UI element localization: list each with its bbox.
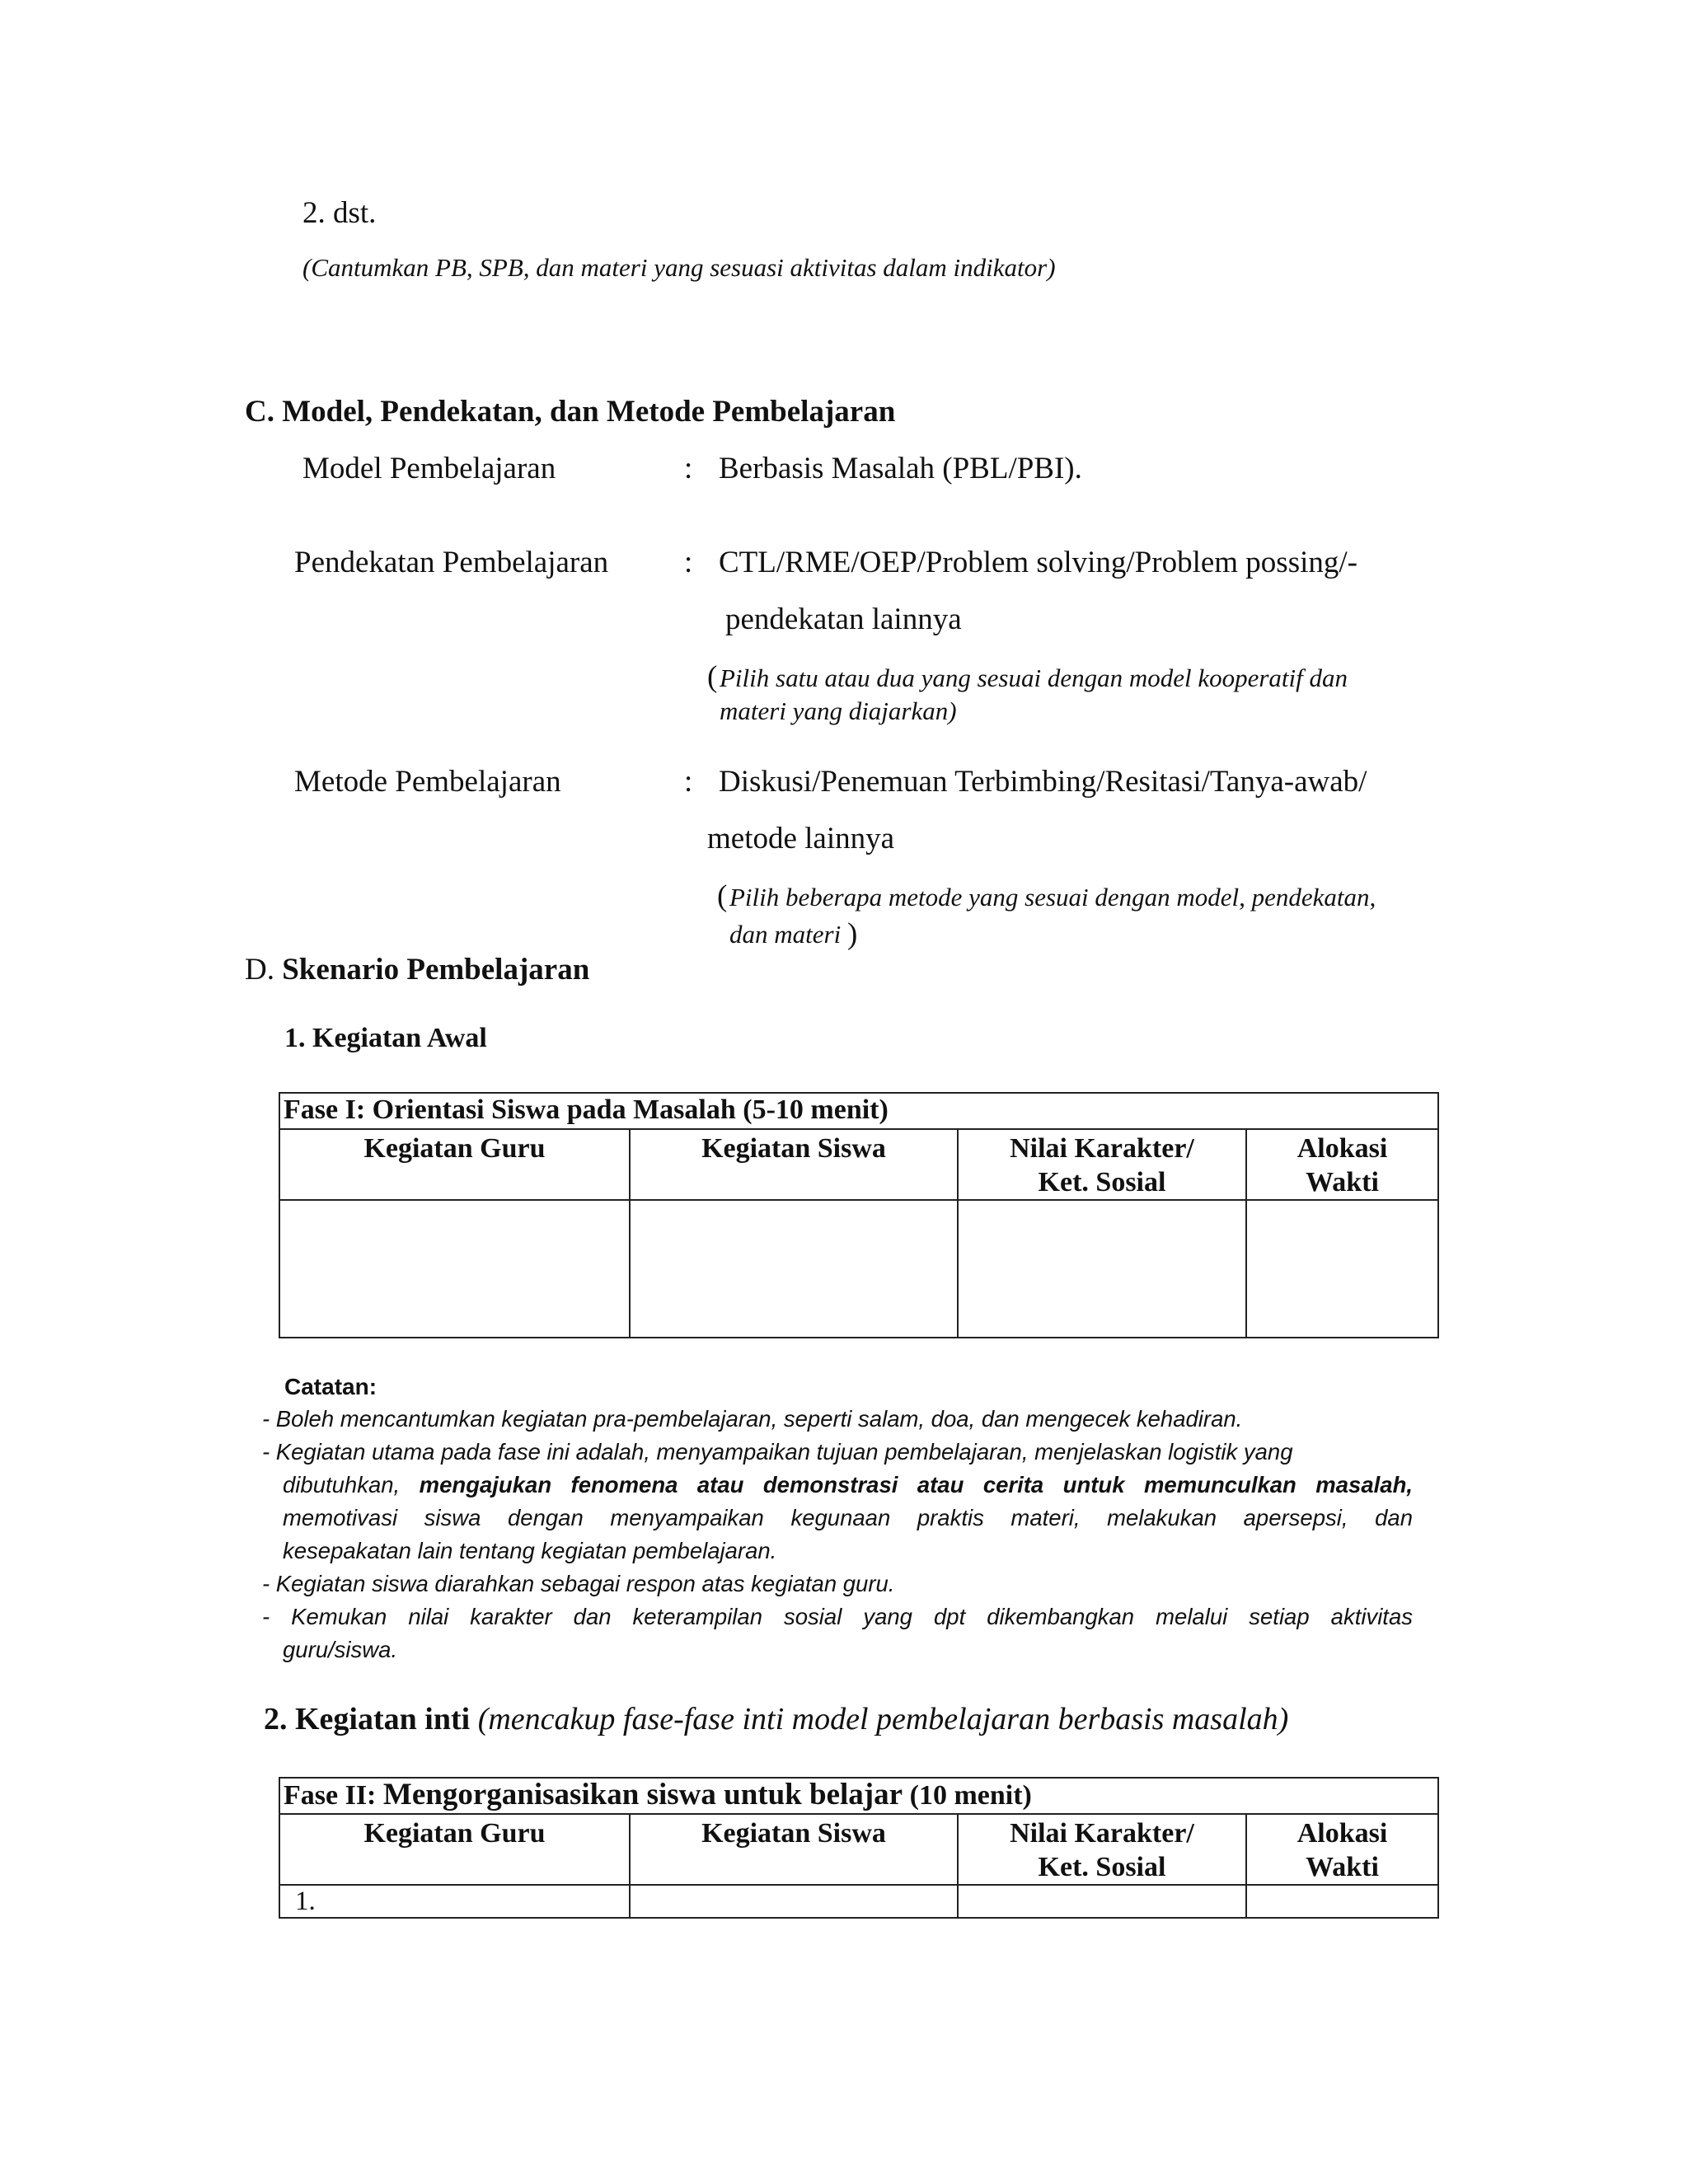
approach-label: Pendekatan Pembelajaran	[294, 546, 609, 579]
list-item-dst: 2. dst.	[302, 196, 377, 230]
table-fase-2	[279, 1777, 1439, 1919]
notes-line-6: - Kegiatan siswa diarahkan sebagai respon atas kegiatan guru.	[262, 1571, 895, 1596]
section-d-prefix: D.	[245, 953, 283, 987]
notes-line-1: - Boleh mencantumkan kegiatan pra-pembelajaran, seperti salam, doa, dan mengecek kehadiran.	[262, 1406, 1243, 1432]
notes-line-5: kesepakatan lain tentang kegiatan pembelajaran.	[283, 1538, 777, 1563]
table-phase-title: Fase II: Mengorganisasikan siswa untuk belajar (10 menit)	[279, 1778, 1438, 1814]
instruction-note: (Cantumkan PB, SPB, dan materi yang sesuasi aktivitas dalam indikator)	[302, 253, 1056, 282]
approach-note-line1: Pilih satu atau dua yang sesuai dengan model kooperatif dan	[720, 663, 1348, 692]
cell-kegiatan-guru: 1.	[279, 1885, 630, 1918]
table-fase-1	[279, 1092, 1439, 1338]
header-nilai-karakter: Nilai Karakter/ Ket. Sosial	[958, 1129, 1246, 1200]
cell-nilai-karakter	[958, 1200, 1246, 1338]
method-note-paren: (	[717, 879, 728, 913]
approach-colon: :	[684, 546, 693, 579]
kegiatan-inti-heading: 2. Kegiatan inti (mencakup fase-fase inti model pembelajaran berbasis masalah)	[264, 1702, 1289, 1736]
cell-kegiatan-siswa	[630, 1200, 958, 1338]
section-d-heading	[245, 952, 589, 987]
model-value: Berbasis Masalah (PBL/PBI).	[719, 452, 1082, 485]
notes-line-7: - Kemukan nilai karakter dan keterampilan sosial yang dpt dikembangkan melalui setiap aktivitas	[262, 1604, 1413, 1629]
method-note-line2: dan materi	[729, 920, 842, 949]
method-value-line2: metode lainnya	[707, 822, 895, 855]
cell-alokasi-waktu	[1246, 1200, 1438, 1338]
table-phase-title: Fase I: Orientasi Siswa pada Masalah (5-10 menit)	[279, 1093, 1438, 1129]
method-note-line1: Pilih beberapa metode yang sesuai dengan model, pendekatan,	[729, 883, 1376, 912]
cell-nilai-karakter	[958, 1885, 1246, 1918]
notes-line-3: dibutuhkan, mengajukan fenomena atau demonstrasi atau cerita untuk memunculkan masalah,	[283, 1472, 1414, 1497]
table-row	[279, 1885, 1438, 1918]
notes-title: Catatan:	[284, 1374, 377, 1399]
header-kegiatan-guru: Kegiatan Guru	[279, 1814, 630, 1885]
section-c-heading: C. Model, Pendekatan, dan Metode Pembelajaran	[245, 395, 896, 429]
header-alokasi-waktu: Alokasi Wakti	[1246, 1814, 1438, 1885]
model-colon: :	[684, 452, 693, 485]
cell-kegiatan-siswa	[630, 1885, 958, 1918]
method-colon: :	[684, 765, 693, 799]
approach-value-line2: pendekatan lainnya	[725, 602, 962, 636]
section-d-title: Skenario Pembelajaran	[282, 953, 590, 987]
header-alokasi-waktu: Alokasi Wakti	[1246, 1129, 1438, 1200]
notes-line-2: - Kegiatan utama pada fase ini adalah, menyampaikan tujuan pembelajaran, menjelaskan logistik yang	[262, 1439, 1293, 1465]
approach-note-paren: (	[707, 660, 718, 694]
header-nilai-karakter: Nilai Karakter/ Ket. Sosial	[958, 1814, 1246, 1885]
approach-note-line2: materi yang diajarkan)	[720, 696, 957, 725]
approach-value-line1: CTL/RME/OEP/Problem solving/Problem possing/-	[719, 546, 1357, 579]
kegiatan-awal-heading: 1. Kegiatan Awal	[284, 1023, 487, 1053]
method-label: Metode Pembelajaran	[294, 765, 561, 799]
cell-alokasi-waktu	[1246, 1885, 1438, 1918]
table-row	[279, 1200, 1438, 1338]
cell-kegiatan-guru	[279, 1200, 630, 1338]
header-kegiatan-siswa: Kegiatan Siswa	[630, 1814, 958, 1885]
header-kegiatan-siswa: Kegiatan Siswa	[630, 1129, 958, 1200]
method-value-line1: Diskusi/Penemuan Terbimbing/Resitasi/Tanya-awab/	[719, 765, 1367, 799]
model-label: Model Pembelajaran	[302, 452, 556, 485]
notes-line-8: guru/siswa.	[283, 1637, 398, 1662]
header-kegiatan-guru: Kegiatan Guru	[279, 1129, 630, 1200]
method-note-close-paren: )	[847, 917, 858, 951]
notes-line-4: memotivasi siswa dengan menyampaikan kegunaan praktis materi, melakukan apersepsi, dan	[283, 1505, 1413, 1530]
